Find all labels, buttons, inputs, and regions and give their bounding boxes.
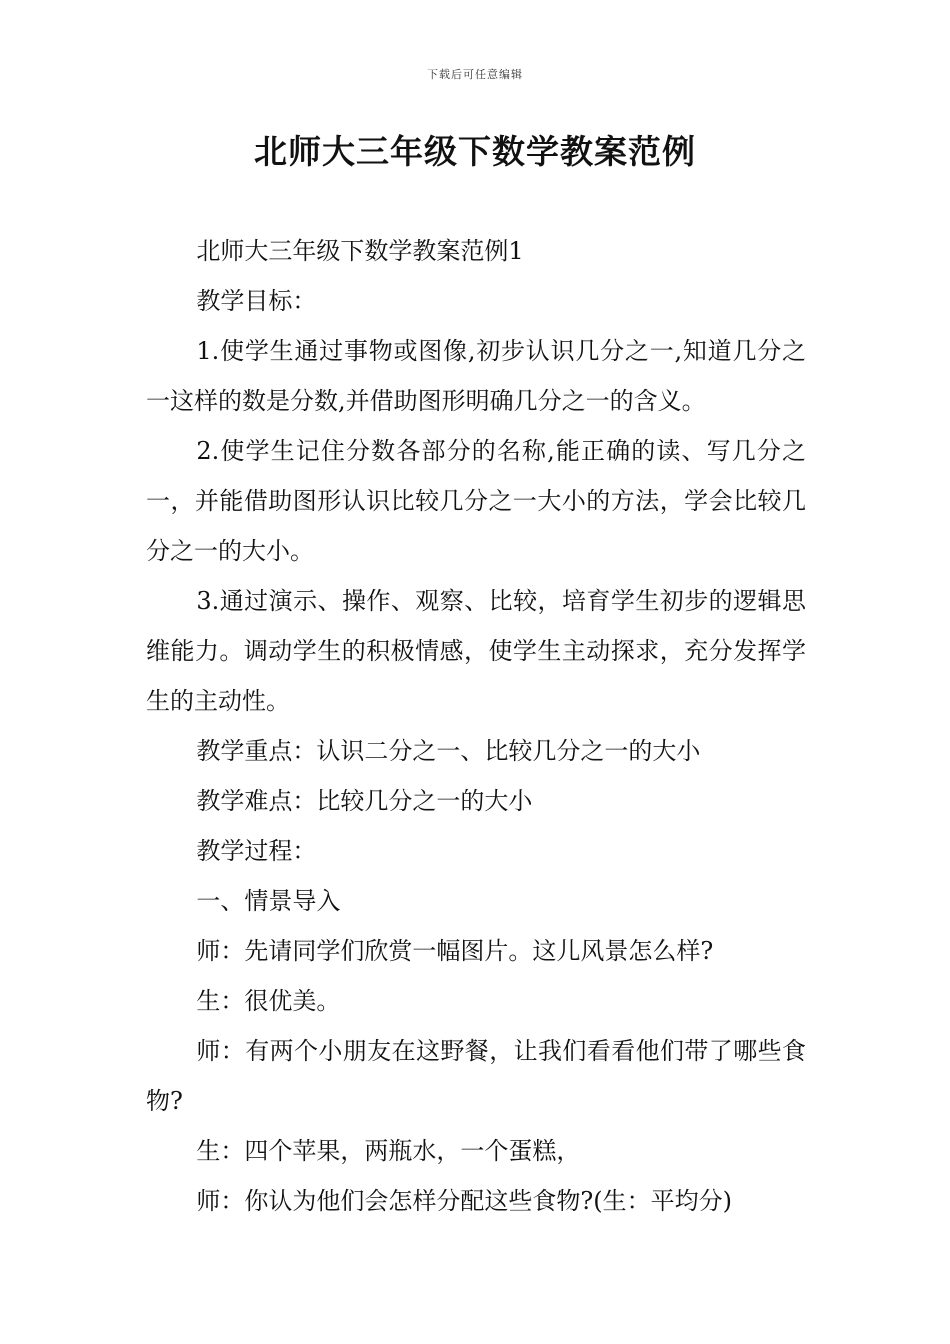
document-title: 北师大三年级下数学教案范例 [254, 132, 696, 171]
objective-3: 3.通过演示、操作、观察、比较，培育学生初步的逻辑思维能力。调动学生的积极情感，使学生主动探求，充分发挥学生的主动性。 [146, 587, 806, 715]
dialogue-line: 师：有两个小朋友在这野餐，让我们看看他们带了哪些食物? [146, 1037, 806, 1115]
subtitle-paragraph: 北师大三年级下数学教案范例1 [196, 237, 524, 265]
document-body [146, 226, 806, 1226]
objective-1: 1.使学生通过事物或图像,初步认识几分之一,知道几分之一这样的数是分数,并借助图形明确几分之一的含义。 [146, 337, 806, 415]
dialogue-line: 生：很优美。 [196, 987, 341, 1015]
process-heading: 教学过程： [196, 837, 317, 865]
objectives-heading: 教学目标： [196, 287, 317, 315]
dialogue-line: 生：四个苹果，两瓶水，一个蛋糕， [196, 1137, 581, 1165]
objective-2: 2.使学生记住分数各部分的名称,能正确的读、写几分之一，并能借助图形认识比较几分之一大小的方法，学会比较几分之一的大小。 [146, 437, 806, 565]
dialogue-line: 师：先请同学们欣赏一幅图片。这儿风景怎么样? [196, 937, 714, 965]
dialogue-line: 师：你认为他们会怎样分配这些食物?(生：平均分) [196, 1187, 732, 1215]
header-note: 下载后可任意编辑 [427, 68, 523, 81]
key-point: 教学重点：认识二分之一、比较几分之一的大小 [196, 737, 701, 765]
section-heading: 一、情景导入 [196, 887, 341, 915]
difficult-point: 教学难点：比较几分之一的大小 [196, 787, 533, 815]
